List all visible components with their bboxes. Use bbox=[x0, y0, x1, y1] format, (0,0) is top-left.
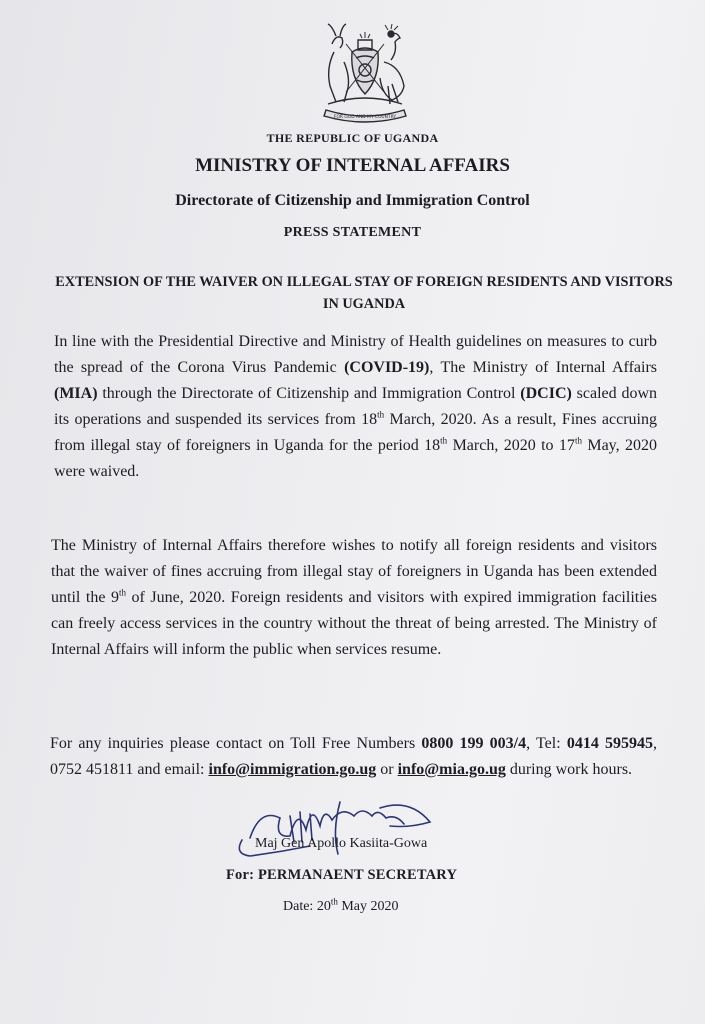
document-type: PRESS STATEMENT bbox=[283, 225, 422, 240]
statement-date: Date: 20th May 2020 bbox=[283, 896, 399, 914]
ministry-heading: MINISTRY OF INTERNAL AFFAIRS bbox=[195, 155, 510, 176]
paragraph-2: The Ministry of Internal Affairs therefore wishes to notify all foreign residents and visitors that the waiver of fines accruing from illegal stay of foreigners in Uganda has been extended until the 9th of June, 2020. Foreign residents and visitors with expired immigration facilities can freely access services in the country without the threat of being arrested. The Ministry of Internal Affairs will inform the public when services resume. bbox=[51, 537, 657, 658]
coat-of-arms-icon bbox=[318, 22, 412, 126]
telephone-number: 0414 595945 bbox=[566, 735, 653, 752]
paragraph-3-contact: For any inquiries please contact on Toll Free Numbers 0800 199 003/4, Tel: 0414 595945, 0752 451811 and email: info@immigration.go.ug or info@mia.go.ug during work hours. bbox=[50, 735, 657, 778]
toll-free-number: 0800 199 003/4 bbox=[421, 735, 527, 752]
signature-role: For: PERMANAENT SECRETARY bbox=[226, 867, 458, 883]
statement-title: EXTENSION OF THE WAIVER ON ILLEGAL STAY OF FOREIGN RESIDENTS AND VISITORS IN UGANDA bbox=[55, 274, 673, 312]
email-link-immigration[interactable]: info@immigration.go.ug bbox=[208, 761, 377, 778]
email-link-mia[interactable]: info@mia.go.ug bbox=[397, 761, 506, 778]
signer-name: Maj Gen Apollo Kasiita-Gowa bbox=[255, 836, 428, 851]
republic-heading: THE REPUBLIC OF UGANDA bbox=[266, 131, 439, 145]
directorate-heading: Directorate of Citizenship and Immigration Control bbox=[175, 192, 530, 209]
paragraph-1: In line with the Presidential Directive and Ministry of Health guidelines on measures to curb the spread of the Corona Virus Pandemic (COVID-19), The Ministry of Internal Affairs (MIA) through the Directorate of Citizenship and Immigration Control (DCIC) scaled down its operations and suspended its services from 18th March, 2020. As a result, Fines accruing from illegal stay of foreigners in Uganda for the period 18th March, 2020 to 17th May, 2020 were waived. bbox=[54, 333, 658, 480]
svg-text:FOR GOD AND MY COUNTRY: FOR GOD AND MY COUNTRY bbox=[333, 115, 397, 120]
